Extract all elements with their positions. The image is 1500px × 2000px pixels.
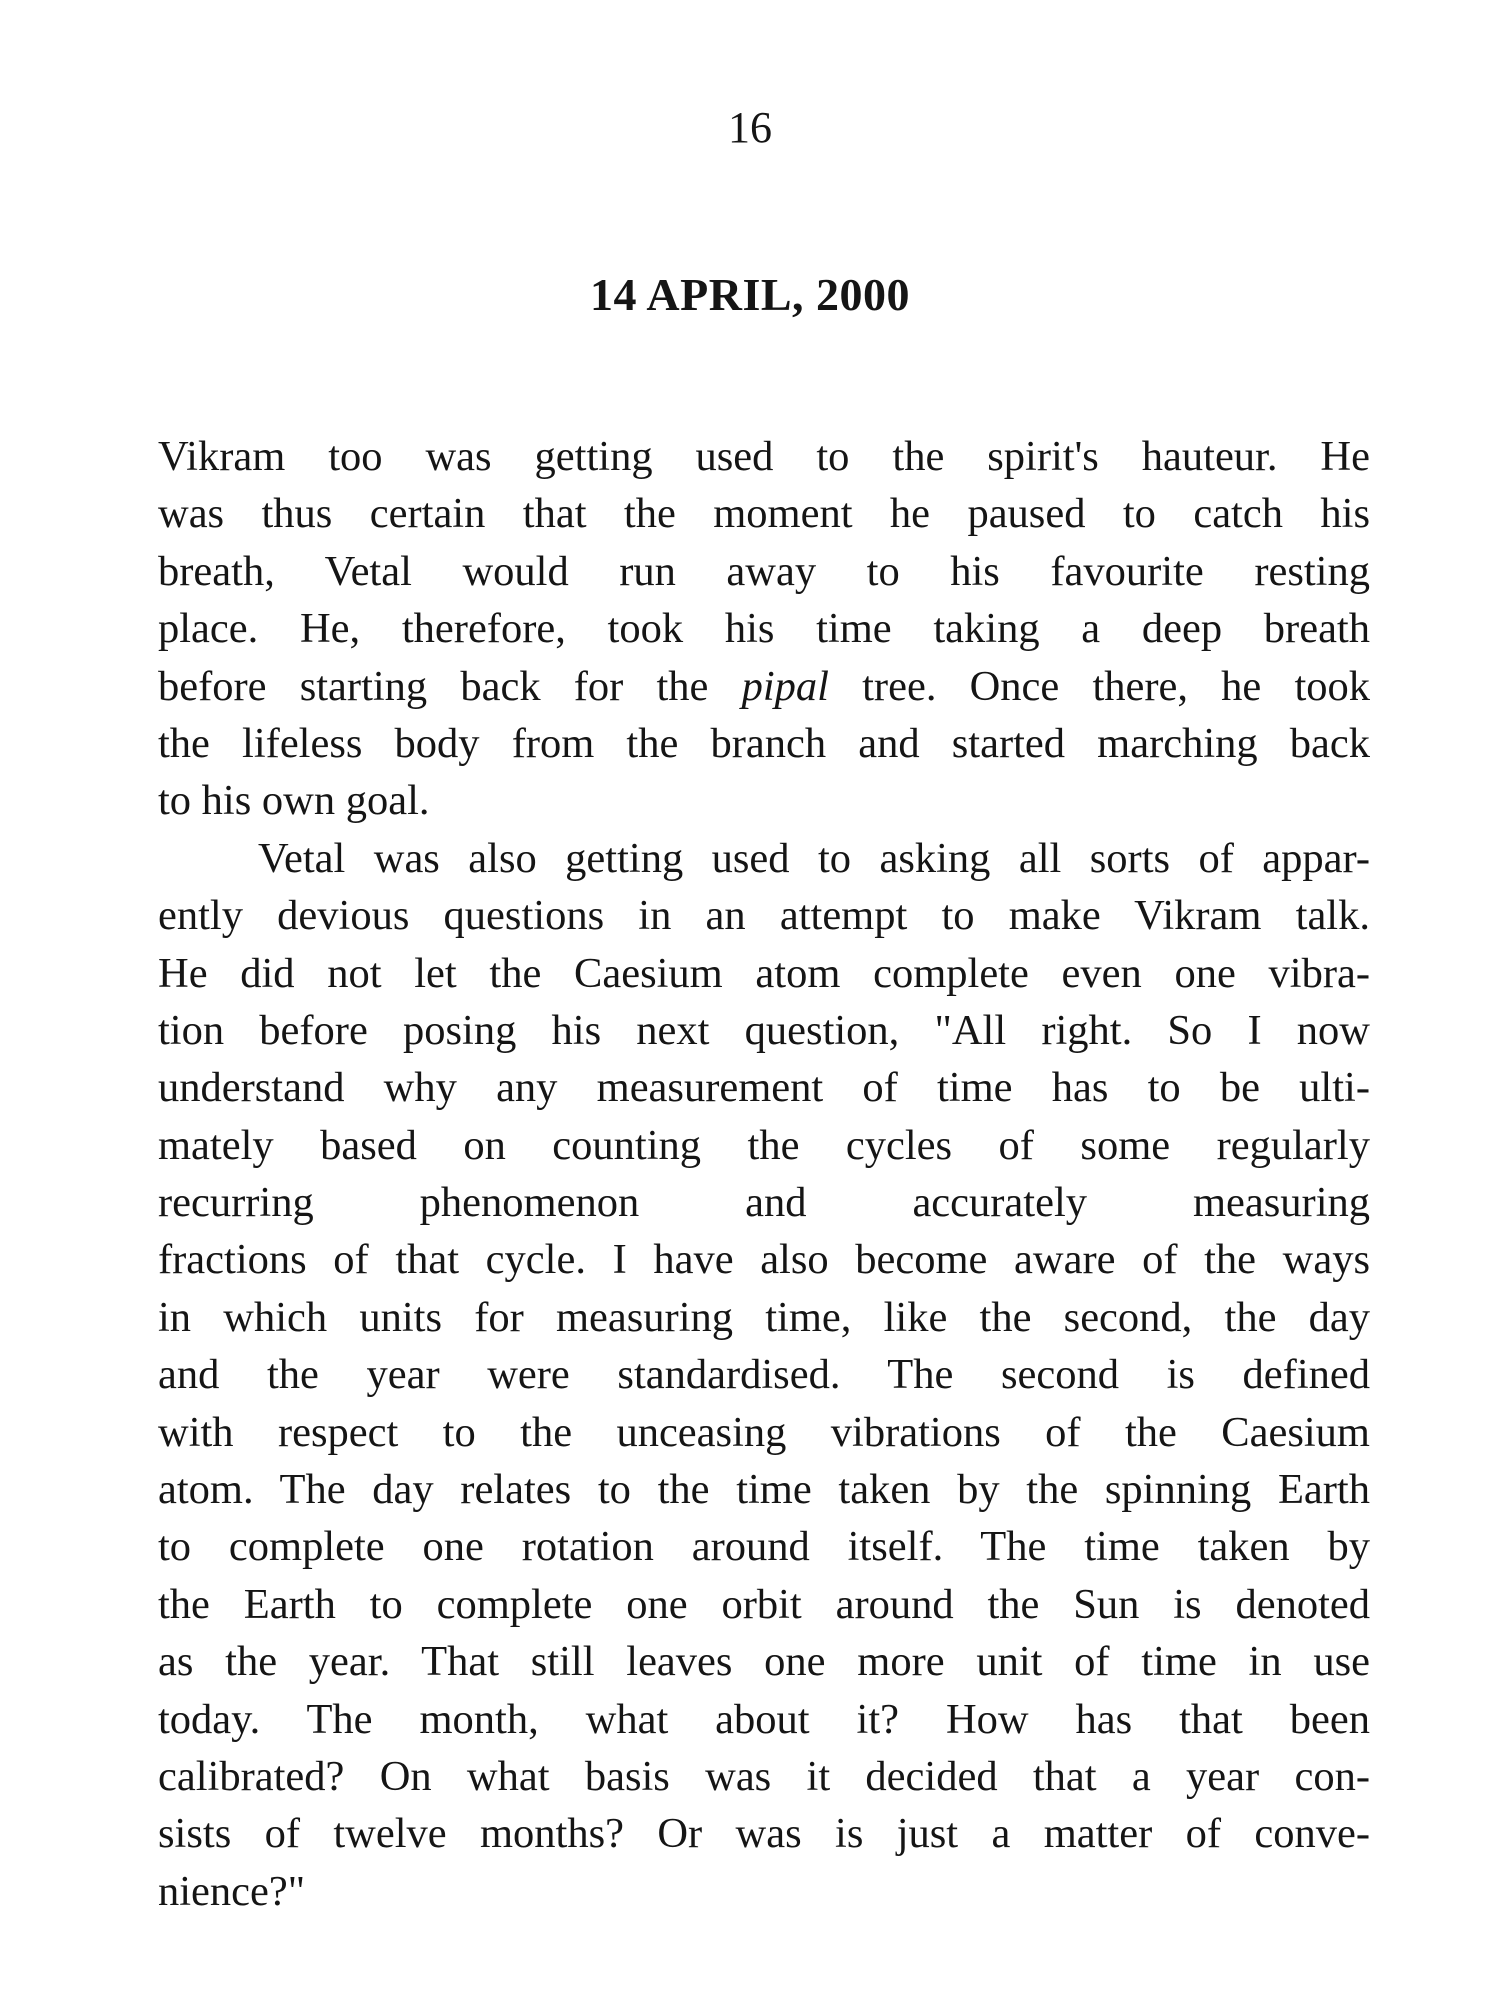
text-line: understand why any measurement of time has to be ulti- [158,1064,1370,1112]
italic-word: pipal [741,662,829,710]
text-line: Vikram too was getting used to the spirit's hauteur. He [158,433,1370,480]
text-line: recurring phenomenon and accurately measuring [158,1179,1370,1227]
text-line: to complete one rotation around itself. The time taken by [158,1523,1370,1571]
text-line: tion before posing his next question, "All right. So I now [158,1006,1370,1054]
text-line: mately based on counting the cycles of some regularly [158,1121,1370,1169]
page-number: 16 [728,103,772,152]
text-line: the Earth to complete one orbit around the Sun is denoted [158,1580,1370,1628]
text-line: with respect to the unceasing vibrations of the Caesium [158,1408,1370,1456]
text-line: as the year. That still leaves one more unit of time in use [158,1638,1370,1686]
text-line: and the year were standardised. The second is defined [158,1351,1370,1399]
text-line: breath, Vetal would run away to his favourite resting [158,547,1370,595]
paragraph-2 [158,830,1370,1920]
text-line: calibrated? On what basis was it decided that a year con- [158,1752,1370,1800]
text-line: in which units for measuring time, like the second, the day [158,1293,1370,1341]
text-line: ently devious questions in an attempt to make Vikram talk. [158,892,1370,940]
paragraph-1 [158,428,1370,830]
text-line: sists of twelve months? Or was is just a matter of conve- [158,1810,1370,1858]
text-line: atom. The day relates to the time taken by the spinning Earth [158,1466,1370,1514]
text-line: place. He, therefore, took his time taking a deep breath [158,605,1370,653]
text-line: fractions of that cycle. I have also become aware of the ways [158,1236,1370,1284]
text-segment: tree. Once there, he took [862,662,1371,710]
text-line: today. The month, what about it? How has that been [158,1695,1370,1743]
text-line: was thus certain that the moment he paused to catch his [158,490,1370,538]
body-text [158,428,1370,1920]
text-line: the lifeless body from the branch and started marching back [158,719,1370,767]
text-line: nience?" [158,1867,306,1915]
chapter-title: 14 APRIL, 2000 [589,269,911,320]
text-line: to his own goal. [158,777,430,825]
text-line: He did not let the Caesium atom complete even one vibra- [158,949,1370,997]
text-segment: before starting back for the [158,662,709,710]
text-line [158,658,1370,715]
text-line: Vetal was also getting used to asking all sorts of appar- [258,834,1370,882]
